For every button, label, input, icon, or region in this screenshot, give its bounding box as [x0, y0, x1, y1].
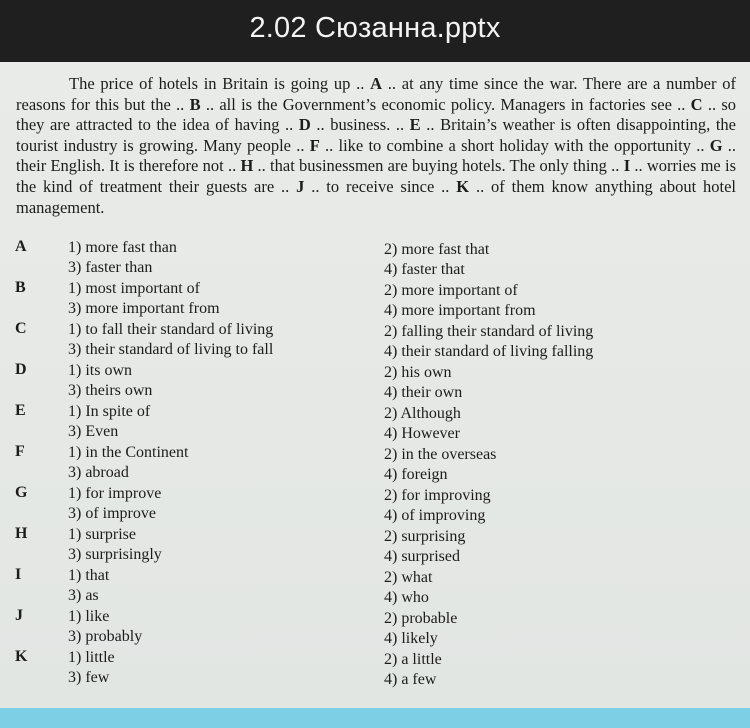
- question-g: [0, 484, 750, 525]
- gap-marker: J: [296, 176, 305, 196]
- question-letter: E: [15, 402, 26, 419]
- slide-page: [0, 62, 750, 708]
- option-4: 4) a few: [384, 671, 437, 688]
- question-k: [0, 648, 750, 689]
- option-4: 4) more important from: [384, 302, 536, 319]
- gap-marker: C: [690, 94, 703, 114]
- option-3: 3) their standard of living to fall: [68, 341, 274, 358]
- option-4: 4) their standard of living falling: [384, 343, 594, 360]
- passage-text: [16, 74, 736, 218]
- question-letter: H: [15, 525, 28, 542]
- question-letter: F: [15, 443, 25, 460]
- question-letter: G: [15, 484, 28, 501]
- option-3: 3) abroad: [68, 464, 129, 481]
- option-4: 4) faster that: [384, 261, 465, 278]
- option-3: 3) more important from: [68, 300, 220, 317]
- question-letter: C: [15, 320, 27, 337]
- document-title: 2.02 Сюзанна.pptx: [249, 12, 501, 44]
- option-1: 1) most important of: [68, 280, 200, 297]
- question-b: [0, 279, 750, 320]
- option-3: 3) surprisingly: [68, 546, 162, 563]
- option-1: 1) more fast than: [68, 239, 177, 256]
- option-4: 4) who: [384, 589, 429, 606]
- option-1: 1) in the Continent: [68, 444, 189, 461]
- passage-segment: .. that businessmen are buying hotels. The only thing ..: [253, 156, 624, 176]
- option-2: 2) in the overseas: [384, 446, 497, 463]
- option-3: 3) Even: [68, 423, 119, 440]
- option-4: 4) their own: [384, 384, 463, 401]
- passage-segment: .. like to combine a short holiday with the opportunity ..: [319, 135, 710, 155]
- passage-segment: .. so they are attracted to the idea of having ..: [16, 94, 736, 135]
- option-1: 1) that: [68, 567, 110, 584]
- option-2: 2) more fast that: [384, 241, 490, 258]
- title-bar: [0, 0, 750, 62]
- gap-marker: B: [189, 94, 201, 114]
- passage-segment: .. business. ..: [310, 115, 410, 135]
- option-1: 1) to fall their standard of living: [68, 321, 274, 338]
- passage-segment: .. of them know anything about hotel management.: [16, 176, 737, 217]
- option-2: 2) more important of: [384, 282, 518, 299]
- option-4: 4) surprised: [384, 548, 460, 565]
- option-3: 3) theirs own: [68, 382, 153, 399]
- passage-segment: .. at any time since the war. There are a number of reasons for this but the ..: [16, 74, 736, 114]
- question-e: [0, 402, 750, 443]
- passage-segment: .. their English. It is therefore not ..: [16, 135, 737, 176]
- question-letter: B: [15, 279, 26, 296]
- gap-marker: D: [298, 115, 311, 135]
- option-1: 1) In spite of: [68, 403, 151, 420]
- bottom-bar: [0, 708, 750, 728]
- option-2: 2) falling their standard of living: [384, 323, 594, 340]
- gap-marker: I: [623, 156, 631, 176]
- passage-segment: .. all is the Government’s economic policy. Managers in factories see ..: [200, 94, 691, 114]
- passage-segment: .. to receive since ..: [304, 176, 457, 196]
- option-1: 1) for improve: [68, 485, 162, 502]
- option-2: 2) what: [384, 569, 433, 586]
- question-letter: K: [15, 648, 28, 665]
- passage-segment: The price of hotels in Britain is going up ..: [69, 74, 371, 93]
- option-4: 4) foreign: [384, 466, 448, 483]
- option-2: 2) his own: [384, 364, 452, 381]
- gap-marker: A: [370, 74, 383, 93]
- question-letter: D: [15, 361, 27, 378]
- passage-segment: .. Britain’s weather is often disappointing, the tourist industry is growing. Many people ..: [16, 115, 737, 155]
- option-4: 4) However: [384, 425, 460, 442]
- option-3: 3) faster than: [68, 259, 153, 276]
- question-f: [0, 443, 750, 484]
- option-1: 1) like: [68, 608, 110, 625]
- option-3: 3) as: [68, 587, 99, 604]
- question-c: [0, 320, 750, 361]
- option-3: 3) of improve: [68, 505, 156, 522]
- question-h: [0, 525, 750, 566]
- option-2: 2) Although: [384, 405, 461, 422]
- option-2: 2) a little: [384, 651, 442, 668]
- option-1: 1) little: [68, 649, 115, 666]
- option-1: 1) its own: [68, 362, 132, 379]
- question-i: [0, 566, 750, 607]
- question-letter: J: [15, 607, 23, 624]
- question-j: [0, 607, 750, 648]
- option-4: 4) of improving: [384, 507, 486, 524]
- gap-marker: F: [309, 135, 320, 155]
- question-d: [0, 361, 750, 402]
- option-4: 4) likely: [384, 630, 438, 647]
- gap-marker: K: [456, 176, 470, 196]
- option-3: 3) few: [68, 669, 110, 686]
- option-2: 2) probable: [384, 610, 458, 627]
- question-letter: I: [15, 566, 22, 583]
- gap-marker: E: [409, 115, 421, 135]
- question-letter: A: [15, 238, 27, 255]
- gap-marker: G: [709, 135, 723, 155]
- option-2: 2) for improving: [384, 487, 491, 504]
- gap-marker: H: [240, 156, 254, 176]
- question-a: [0, 238, 750, 279]
- option-2: 2) surprising: [384, 528, 466, 545]
- option-3: 3) probably: [68, 628, 143, 645]
- passage-segment: .. worries me is the kind of treatment their guests are ..: [16, 156, 736, 196]
- option-1: 1) surprise: [68, 526, 136, 543]
